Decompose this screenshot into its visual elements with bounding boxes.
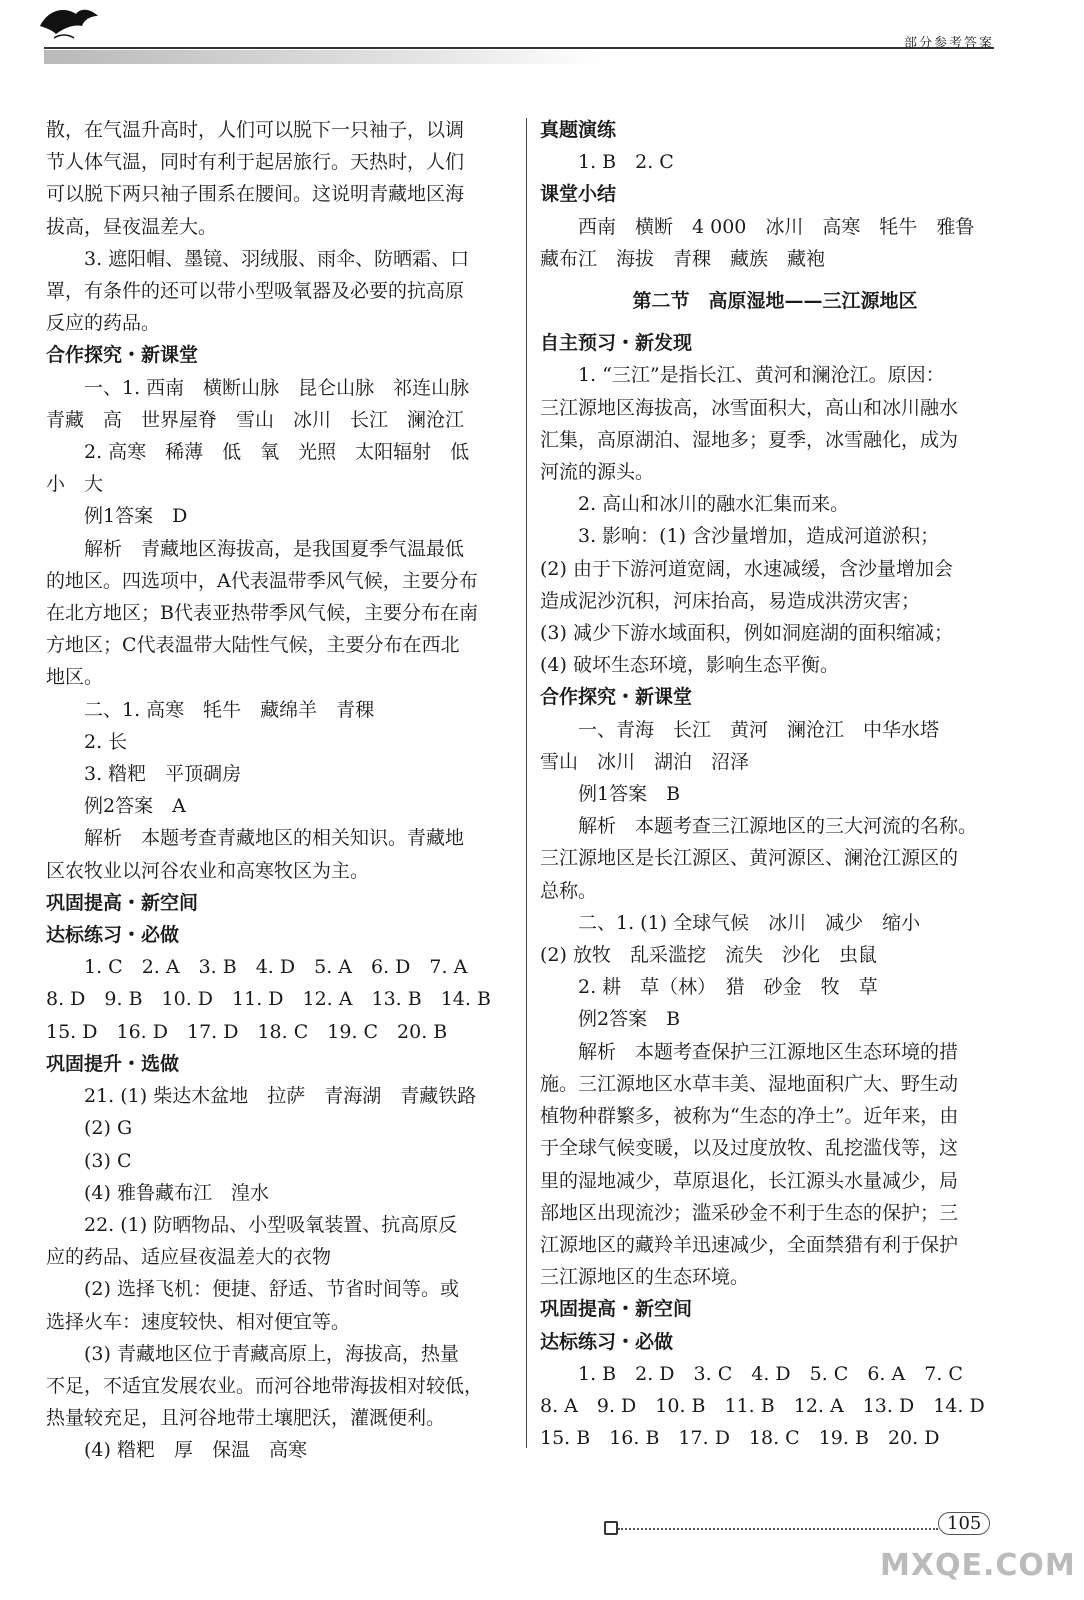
text-line: 21. (1) 柴达木盆地 拉萨 青海湖 青藏铁路	[84, 1085, 477, 1108]
text-line: 部地区出现流沙；滥采砂金不利于生态的保护；三	[540, 1201, 959, 1224]
example-answer: 例2答案 B	[578, 1008, 681, 1031]
text-line: (2) 选择飞机：便捷、舒适、节省时间等。或	[84, 1278, 459, 1301]
text-line: 植物种群繁多，被称为“生态的净土”。近年来，由	[540, 1105, 959, 1128]
ginkgo-leaf-logo-icon	[34, 4, 104, 44]
answer-row: 1. C 2. A 3. B 4. D 5. A 6. D 7. A	[84, 956, 468, 979]
text-line: 造成泥沙沉积，河床抬高，易造成洪涝灾害；	[540, 589, 921, 612]
text-line: 22. (1) 防晒物品、小型吸氧装置、抗高原反	[84, 1213, 458, 1236]
header-label: 部分参考答案	[903, 36, 994, 51]
text-line: 二、1. 高寒 牦牛 藏绵羊 青稞	[84, 698, 375, 721]
example-answer: 例1答案 D	[84, 505, 188, 528]
text-line: 三江源地区的生态环境。	[540, 1266, 750, 1289]
text-line: (4) 雅鲁藏布江 湟水	[84, 1181, 269, 1204]
text-line: 江源地区的藏羚羊迅速减少，全面禁猎有利于保护	[540, 1233, 959, 1256]
footer-dotted-rule	[618, 1528, 938, 1530]
text-line: (2) 放牧 乱采滥挖 流失 沙化 虫鼠	[540, 944, 877, 967]
header-shade-bar	[44, 50, 604, 64]
answer-row: 1. B 2. C	[578, 151, 674, 174]
text-line: 3. 遮阳帽、墨镜、羽绒服、雨伞、防晒霜、口	[84, 247, 470, 270]
text-line: 河流的源头。	[540, 461, 655, 484]
section-heading: 自主预习・新发现	[540, 332, 693, 355]
text-line: (4) 糌粑 厚 保温 高寒	[84, 1439, 307, 1462]
section-heading: 合作探究・新课堂	[46, 344, 199, 367]
text-line: 三江源地区海拔高，冰雪面积大，高山和冰川融水	[540, 396, 959, 419]
right-column	[540, 114, 1010, 1454]
text-line: 一、青海 长江 黄河 澜沧江 中华水塔	[578, 718, 940, 741]
text-line: 里的湿地减少，草原退化，长江源头水量减少，局	[540, 1169, 959, 1192]
text-line: 汇集，高原湖泊、湿地多；夏季，冰雪融化，成为	[540, 428, 959, 451]
text-line: 应的药品、适应昼夜温差大的衣物	[46, 1246, 332, 1269]
text-line: 2. 长	[84, 730, 128, 753]
text-line: 3. 影响：(1) 含沙量增加，造成河道淤积；	[578, 525, 940, 548]
example-answer: 例1答案 B	[578, 783, 681, 806]
page-number: 105	[938, 1512, 990, 1535]
text-line: (4) 破坏生态环境，影响生态平衡。	[540, 654, 839, 677]
text-line: (3) 青藏地区位于青藏高原上，海拔高，热量	[84, 1342, 459, 1365]
answer-row: 15. D 16. D 17. D 18. C 19. C 20. B	[46, 1020, 448, 1043]
text-line: 于全球气候变暖，以及过度放牧、乱挖滥伐等，这	[540, 1137, 959, 1160]
left-column	[46, 114, 516, 1467]
text-line: 解析 青藏地区海拔高，是我国夏季气温最低	[84, 537, 465, 560]
text-line: 雪山 冰川 湖泊 沼泽	[540, 750, 750, 773]
column-divider	[526, 118, 527, 1448]
text-line: 节人体气温，同时有利于起居旅行。天热时，人们	[46, 151, 465, 174]
text-line: 3. 糌粑 平顶碉房	[84, 763, 242, 786]
text-line: 西南 横断 4 000 冰川 高寒 牦牛 雅鲁	[578, 215, 975, 238]
text-line: 2. 耕 草（林） 猎 砂金 牧 草	[578, 976, 878, 999]
text-line: 解析 本题考查三江源地区的三大河流的名称。	[578, 815, 978, 838]
section-heading: 巩固提高・新空间	[540, 1298, 693, 1321]
text-line: 的地区。四选项中，A代表温带季风气候，主要分布	[46, 569, 478, 592]
text-line: 2. 高寒 稀薄 低 氧 光照 太阳辐射 低	[84, 441, 470, 464]
text-line: 青藏 高 世界屋脊 雪山 冰川 长江 澜沧江	[46, 408, 465, 431]
text-line: (3) 减少下游水域面积，例如洞庭湖的面积缩减；	[540, 622, 953, 645]
text-line: 总称。	[540, 879, 598, 902]
section-heading: 巩固提升・选做	[46, 1052, 180, 1075]
answer-row: 8. A 9. D 10. B 11. B 12. A 13. D 14. D	[540, 1394, 985, 1417]
watermark: MXQE.COM	[880, 1548, 1076, 1583]
text-line: 方地区；C代表温带大陆性气候，主要分布在西北	[46, 634, 460, 657]
answer-row: 15. B 16. B 17. D 18. C 19. B 20. D	[540, 1427, 940, 1450]
example-answer: 例2答案 A	[84, 795, 186, 818]
section-heading: 课堂小结	[540, 183, 617, 206]
text-line: 藏布江 海拔 青稞 藏族 藏袍	[540, 247, 826, 270]
text-line: 小 大	[46, 473, 104, 496]
text-line: (2) 由于下游河道宽阔，水速减缓，含沙量增加会	[540, 557, 953, 580]
text-line: (2) G	[84, 1117, 133, 1140]
text-line: 热量较充足，且河谷地带土壤肥沃，灌溉便利。	[46, 1407, 446, 1430]
text-line: 1. “三江”是指长江、黄河和澜沧江。原因：	[578, 364, 945, 387]
section-heading: 达标练习・必做	[46, 924, 180, 947]
answer-row: 8. D 9. B 10. D 11. D 12. A 13. B 14. B	[46, 988, 491, 1011]
text-line: 一、1. 西南 横断山脉 昆仑山脉 祁连山脉	[84, 376, 470, 399]
header-rule	[44, 47, 994, 49]
text-line: 解析 本题考查保护三江源地区生态环境的措	[578, 1040, 959, 1063]
text-line: 选择火车：速度较快、相对便宜等。	[46, 1310, 351, 1333]
text-line: 可以脱下两只袖子围系在腰间。这说明青藏地区海	[46, 183, 465, 206]
text-line: 2. 高山和冰川的融水汇集而来。	[578, 493, 850, 516]
text-line: 罩，有条件的还可以带小型吸氧器及必要的抗高原	[46, 280, 465, 303]
section-heading: 真题演练	[540, 119, 617, 141]
text-line: 散，在气温升高时，人们可以脱下一只袖子，以调	[46, 119, 465, 141]
text-line: 解析 本题考查青藏地区的相关知识。青藏地	[84, 827, 465, 850]
text-line: 不足，不适宜发展农业。而河谷地带海拔相对较低，	[46, 1374, 484, 1397]
answer-row: 1. B 2. D 3. C 4. D 5. C 6. A 7. C	[578, 1362, 963, 1385]
section-heading: 合作探究・新课堂	[540, 686, 693, 709]
page-header	[0, 0, 1084, 70]
text-line: 二、1. (1) 全球气候 冰川 减少 缩小	[578, 911, 921, 934]
text-line: 拔高，昼夜温差大。	[46, 215, 218, 238]
text-line: (3) C	[84, 1149, 132, 1172]
text-line: 三江源地区是长江源区、黄河源区、澜沧江源区的	[540, 847, 959, 870]
text-line: 地区。	[46, 666, 104, 689]
text-line: 施。三江源地区水草丰美、湿地面积广大、野生动	[540, 1072, 959, 1095]
text-line: 反应的药品。	[46, 312, 161, 335]
section-heading: 达标练习・必做	[540, 1330, 674, 1353]
footer-square-icon	[604, 1521, 618, 1535]
section-heading: 巩固提高・新空间	[46, 891, 199, 914]
section-title: 第二节 高原湿地——三江源地区	[632, 290, 918, 313]
text-line: 在北方地区；B代表亚热带季风气候，主要分布在南	[46, 602, 478, 625]
text-line: 区农牧业以河谷农业和高寒牧区为主。	[46, 859, 370, 882]
